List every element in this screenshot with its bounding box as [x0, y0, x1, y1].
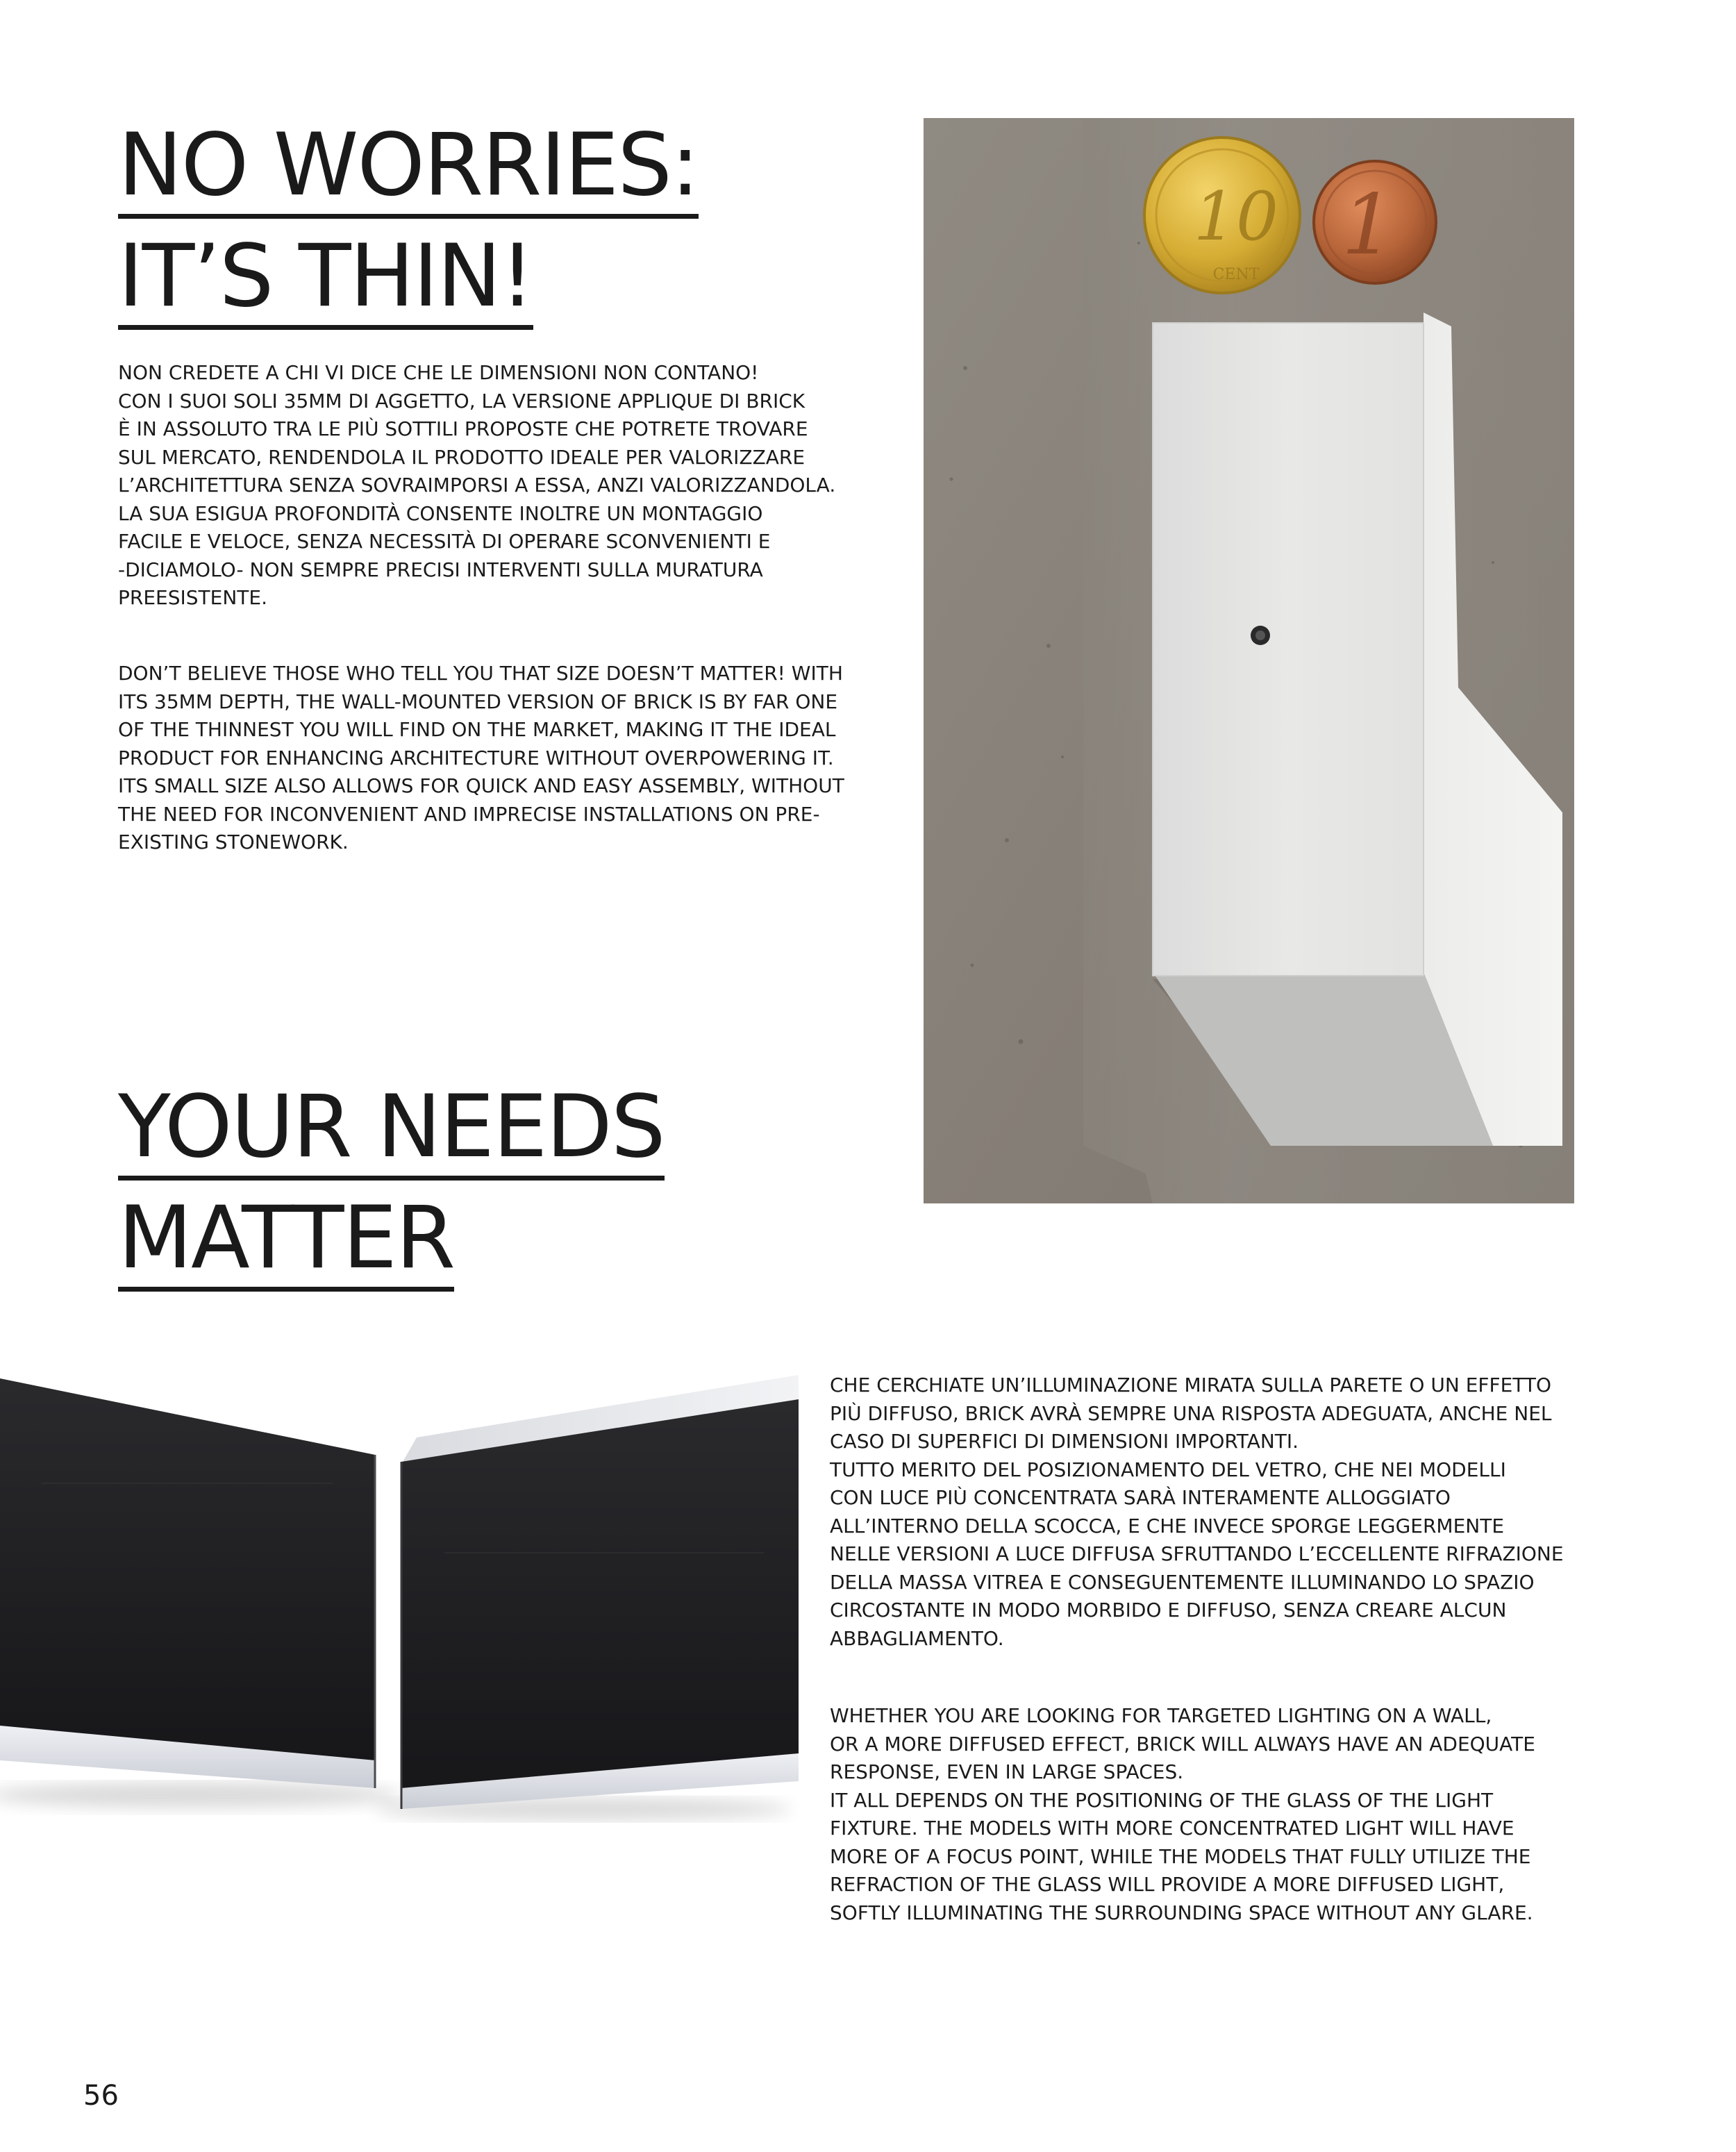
text-line: OR A MORE DIFFUSED EFFECT, BRICK WILL ALWAYS HAVE AN ADEQUATE	[830, 1732, 1535, 1755]
text-line: È IN ASSOLUTO TRA LE PIÙ SOTTILI PROPOSTE CHE POTRETE TROVARE	[118, 417, 808, 440]
text-line: NON CREDETE A CHI VI DICE CHE LE DIMENSIONI NON CONTANO!	[118, 361, 759, 384]
text-line: CIRCOSTANTE IN MODO MORBIDO E DIFFUSO, SENZA CREARE ALCUN	[830, 1599, 1507, 1621]
text-line: CON LUCE PIÙ CONCENTRATA SARÀ INTERAMENTE ALLOGGIATO	[830, 1486, 1451, 1509]
product-photo-wall-lamp	[924, 118, 1574, 1203]
text-line: SOFTLY ILLUMINATING THE SURROUNDING SPACE WITHOUT ANY GLARE.	[830, 1901, 1533, 1924]
paragraph-needs-english	[830, 1702, 1535, 1927]
paragraph-thin-english	[118, 660, 844, 857]
left-lamp-body	[0, 1378, 375, 1760]
paragraph-needs-italian	[830, 1371, 1564, 1653]
text-line: SUL MERCATO, RENDENDOLA IL PRODOTTO IDEALE PER VALORIZZARE	[118, 445, 806, 469]
paragraph-thin-italian	[118, 359, 835, 612]
heading-no-worries	[118, 110, 699, 332]
text-line: -DICIAMOLO- NON SEMPRE PRECISI INTERVENTI SULLA MURATURA	[118, 558, 763, 581]
product-photo-black-lamps	[0, 1344, 799, 1823]
text-line: WHETHER YOU ARE LOOKING FOR TARGETED LIGHTING ON A WALL,	[830, 1704, 1492, 1727]
text-line: THE NEED FOR INCONVENIENT AND IMPRECISE INSTALLATIONS ON PRE-	[118, 802, 820, 826]
text-line: PRODUCT FOR ENHANCING ARCHITECTURE WITHOUT OVERPOWERING IT.	[118, 746, 834, 769]
right-lamp-body	[401, 1399, 799, 1788]
text-line: RESPONSE, EVEN IN LARGE SPACES.	[830, 1760, 1184, 1783]
coin-large-sub: CENT	[1212, 266, 1260, 283]
text-line: PREESISTENTE.	[118, 586, 267, 609]
text-line: LA SUA ESIGUA PROFONDITÀ CONSENTE INOLTRE UN MONTAGGIO	[118, 501, 763, 525]
text-line: FACILE E VELOCE, SENZA NECESSITÀ DI OPERARE SCONVENIENTI E	[118, 530, 771, 553]
text-line: CHE CERCHIATE UN’ILLUMINAZIONE MIRATA SULLA PARETE O UN EFFETTO	[830, 1374, 1552, 1396]
black-lamps-illustration	[0, 1344, 799, 1823]
wall-lamp-illustration	[924, 118, 1574, 1203]
heading-line: IT’S THIN!	[118, 229, 533, 330]
text-line: DELLA MASSA VITREA E CONSEGUENTEMENTE ILLUMINANDO LO SPAZIO	[830, 1570, 1535, 1594]
text-line: IT ALL DEPENDS ON THE POSITIONING OF THE GLASS OF THE LIGHT	[830, 1788, 1494, 1812]
heading-line: MATTER	[118, 1191, 454, 1292]
text-line: ALL’INTERNO DELLA SCOCCA, E CHE INVECE SPORGE LEGGERMENTE	[830, 1514, 1505, 1537]
text-line: DON’T BELIEVE THOSE WHO TELL YOU THAT SIZE DOESN’T MATTER! WITH	[118, 662, 843, 685]
text-line: L’ARCHITETTURA SENZA SOVRAIMPORSI A ESSA, ANZI VALORIZZANDOLA.	[118, 474, 836, 497]
lamp-front-face	[1153, 323, 1424, 976]
text-line: ABBAGLIAMENTO.	[830, 1626, 1004, 1650]
text-line: REFRACTION OF THE GLASS WILL PROVIDE A MORE DIFFUSED LIGHT,	[830, 1873, 1505, 1896]
heading-your-needs-matter	[118, 1071, 665, 1294]
coin-small-value: 1	[1341, 177, 1395, 274]
coin-large-value: 10	[1193, 178, 1279, 256]
page-number: 56	[83, 2080, 119, 2112]
heading-line: YOUR NEEDS	[118, 1080, 665, 1181]
text-line: OF THE THINNEST YOU WILL FIND ON THE MARKET, MAKING IT THE IDEAL	[118, 718, 836, 741]
text-line: MORE OF A FOCUS POINT, WHILE THE MODELS THAT FULLY UTILIZE THE	[830, 1844, 1531, 1868]
text-line: ITS 35MM DEPTH, THE WALL-MOUNTED VERSION OF BRICK IS BY FAR ONE	[118, 690, 838, 713]
text-line: CASO DI SUPERFICI DI DIMENSIONI IMPORTANTI.	[830, 1430, 1299, 1453]
text-line: NELLE VERSIONI A LUCE DIFFUSA SFRUTTANDO L’ECCELLENTE RIFRAZIONE	[830, 1542, 1564, 1565]
text-line: EXISTING STONEWORK.	[118, 831, 349, 853]
text-line: FIXTURE. THE MODELS WITH MORE CONCENTRATED LIGHT WILL HAVE	[830, 1817, 1514, 1840]
text-line: ITS SMALL SIZE ALSO ALLOWS FOR QUICK AND EASY ASSEMBLY, WITHOUT	[118, 774, 844, 797]
text-line: CON I SUOI SOLI 35MM DI AGGETTO, LA VERSIONE APPLIQUE DI BRICK	[118, 389, 806, 412]
heading-line: NO WORRIES:	[118, 118, 699, 219]
text-line: TUTTO MERITO DEL POSIZIONAMENTO DEL VETRO, CHE NEI MODELLI	[830, 1458, 1506, 1481]
text-line: PIÙ DIFFUSO, BRICK AVRÀ SEMPRE UNA RISPOSTA ADEGUATA, ANCHE NEL	[830, 1401, 1552, 1425]
